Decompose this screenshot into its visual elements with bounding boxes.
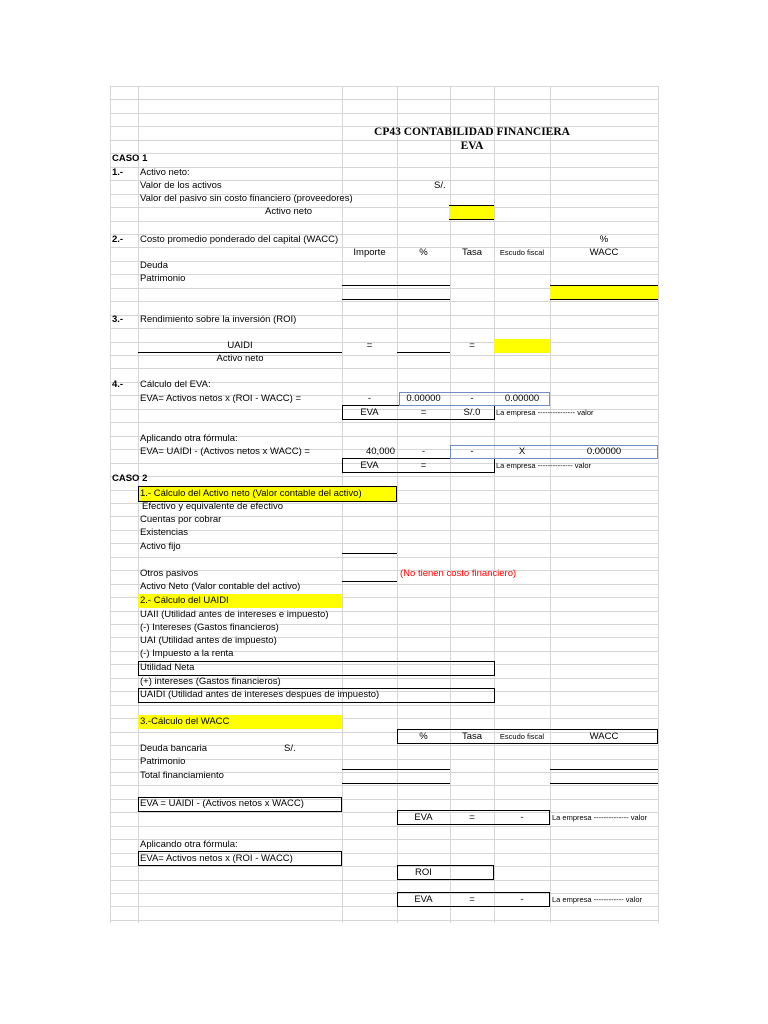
grid-column-line — [658, 86, 659, 923]
col-percent-2: % — [599, 234, 609, 245]
col-wacc: WACC — [589, 731, 619, 742]
uaidi-full-label: UAIDI (Utilidad antes de intereses despues de impuesto) — [140, 689, 380, 700]
activo-neto-label: Activo neto — [265, 206, 312, 217]
grid-column-line — [494, 86, 495, 923]
costo-financiero-note: (No tienen costo financiero) — [400, 568, 517, 579]
roi-value[interactable]: 0.00000 — [406, 393, 441, 404]
empresa-valor-text: La empresa -------------- valor — [552, 813, 647, 822]
wacc-value[interactable]: 0.00000 — [504, 393, 540, 404]
grid-row-line — [110, 99, 658, 100]
uaidi-value[interactable]: 40,000 — [365, 446, 395, 457]
total-financiamiento-label: Total financiamiento — [140, 770, 224, 781]
eva-formula-2: EVA= UAIDI - (Activos netos x WACC) = — [140, 446, 310, 457]
equals-sign: = — [469, 812, 475, 823]
currency-label: S/. — [434, 180, 446, 191]
eva-formula-3: EVA = UAIDI - (Activos netos x WACC) — [140, 798, 304, 809]
grid-row-line — [110, 274, 658, 275]
page-title: CP43 CONTABILIDAD FINANCIERA — [374, 126, 570, 138]
otra-formula-label: Aplicando otra fórmula: — [140, 433, 238, 444]
caso2-wacc-heading: 3.-Cálculo del WACC — [140, 716, 230, 727]
multiply-sign: X — [518, 446, 526, 457]
grid-row-line — [110, 866, 658, 867]
valor-activos-label: Valor de los activos — [140, 180, 222, 191]
patrimonio-label: Patrimonio — [140, 756, 186, 767]
section-number: 1.- — [112, 167, 124, 178]
eva-label: EVA — [414, 894, 433, 905]
wacc-value-2[interactable]: 0.00000 — [586, 446, 622, 457]
grid-row-line — [110, 557, 658, 558]
grid-row-line — [110, 328, 658, 329]
uai-label: UAI (Utilidad antes de impuesto) — [140, 635, 277, 646]
page-subtitle: EVA — [460, 140, 484, 152]
roi-heading: Rendimiento sobre la inversión (ROI) — [140, 314, 297, 325]
roi-result-cell[interactable] — [494, 339, 550, 353]
grid-row-line — [110, 543, 658, 544]
otros-pasivos-label: Otros pasivos — [140, 568, 199, 579]
activo-neto-cell[interactable] — [449, 205, 494, 219]
grid-row-line — [110, 906, 658, 907]
valor-pasivo-label: Valor del pasivo sin costo financiero (proveedores) — [140, 193, 353, 204]
wacc-result-cell[interactable] — [550, 286, 658, 300]
grid-row-line — [110, 759, 658, 760]
mas-intereses-label: (+) intereses (Gastos financieros) — [140, 676, 281, 687]
grid-row-line — [110, 920, 658, 921]
grid-row-line — [110, 422, 658, 423]
eva-label: EVA — [360, 460, 379, 471]
otra-formula-label: Aplicando otra fórmula: — [140, 839, 238, 850]
section-number: 2.- — [112, 234, 124, 245]
deuda-label: Deuda — [140, 260, 168, 271]
equals-sign: = — [420, 407, 427, 418]
uaidi-label: UAIDI — [227, 340, 253, 351]
equals-sign: = — [469, 340, 475, 351]
caso2-uaidi-heading: 2.- Cálculo del UAIDI — [140, 595, 229, 606]
col-wacc: WACC — [589, 247, 619, 258]
roi-label: ROI — [415, 867, 432, 878]
grid-column-line — [110, 86, 111, 923]
col-tasa: Tasa — [461, 247, 483, 258]
grid-column-line — [397, 86, 398, 923]
dash: - — [520, 812, 524, 823]
eva-result[interactable]: S/.0 — [463, 407, 481, 418]
equals-sign: = — [420, 460, 427, 471]
activo-neto-contable-label: Activo Neto (Valor contable del activo) — [140, 581, 301, 592]
activo-neto-heading: Activo neto: — [140, 167, 190, 178]
patrimonio-label: Patrimonio — [140, 273, 186, 284]
grid-row-line — [110, 705, 658, 706]
grid-row-line — [110, 261, 658, 262]
existencias-label: Existencias — [140, 527, 189, 538]
cuentas-label: Cuentas por cobrar — [140, 514, 222, 525]
grid-column-line — [342, 86, 343, 923]
grid-row-line — [110, 86, 658, 87]
dash: - — [470, 446, 474, 457]
activo-fijo-label: Activo fijo — [140, 541, 181, 552]
equals-sign: = — [469, 894, 475, 905]
empresa-valor-text: La empresa --------------- valor — [496, 408, 594, 417]
efectivo-label: Efectivo y equivalente de efectivo — [142, 501, 284, 512]
dash: - — [367, 393, 372, 404]
col-percent: % — [419, 247, 428, 258]
caso1-label: CASO 1 — [112, 153, 148, 164]
eva-formula: EVA= Activos netos x (ROI - WACC) = — [140, 393, 302, 404]
caso2-label: CASO 2 — [112, 473, 148, 484]
grid-row-line — [110, 113, 658, 114]
spreadsheet — [110, 86, 658, 923]
col-escudo-fiscal: Escudo fiscal — [499, 248, 545, 257]
deuda-bancaria-label: Deuda bancaria — [140, 743, 208, 754]
eva-label: EVA — [414, 812, 433, 823]
dash: - — [520, 894, 524, 905]
roi-activo-neto-label: Activo neto — [216, 353, 264, 364]
section-number: 4.- — [112, 379, 124, 390]
grid-column-line — [550, 86, 551, 923]
grid-row-line — [110, 221, 658, 222]
dash: - — [421, 446, 426, 457]
eva-heading: Cálculo del EVA: — [140, 379, 211, 390]
grid-row-line — [110, 368, 658, 369]
empresa-valor-text: La empresa -------------- valor — [496, 461, 591, 470]
empresa-valor-text: La empresa ------------ valor — [552, 895, 642, 904]
uaii-label: UAII (Utilidad antes de intereses e impuesto) — [140, 609, 329, 620]
grid-row-line — [110, 476, 658, 477]
grid-row-line — [110, 207, 658, 208]
utilidad-neta-label: Utilidad Neta — [140, 662, 195, 673]
grid-row-line — [110, 826, 658, 827]
grid-row-line — [110, 880, 658, 881]
grid-row-line — [110, 153, 658, 154]
wacc-heading: Costo promedio ponderado del capital (WACC) — [140, 234, 339, 245]
eva-formula-4: EVA= Activos netos x (ROI - WACC) — [140, 853, 293, 864]
grid-row-line — [110, 785, 658, 786]
col-percent: % — [419, 731, 428, 742]
grid-row-line — [110, 301, 658, 302]
col-tasa: Tasa — [461, 731, 483, 742]
col-importe: Importe — [353, 247, 386, 258]
impuesto-label: (-) Impuesto a la renta — [140, 648, 234, 659]
intereses-label: (-) Intereses (Gastos financieros) — [140, 622, 279, 633]
eva-label: EVA — [360, 407, 379, 418]
section-number: 3.- — [112, 314, 124, 325]
grid-row-line — [110, 167, 658, 168]
dash: - — [470, 393, 474, 404]
currency-label: S/. — [284, 743, 296, 754]
col-escudo-fiscal: Escudo fiscal — [499, 732, 545, 741]
caso2-activo-neto-heading: 1.- Cálculo del Activo neto (Valor contable del activo) — [140, 488, 362, 499]
grid-row-line — [110, 530, 658, 531]
equals-sign: = — [366, 340, 373, 351]
